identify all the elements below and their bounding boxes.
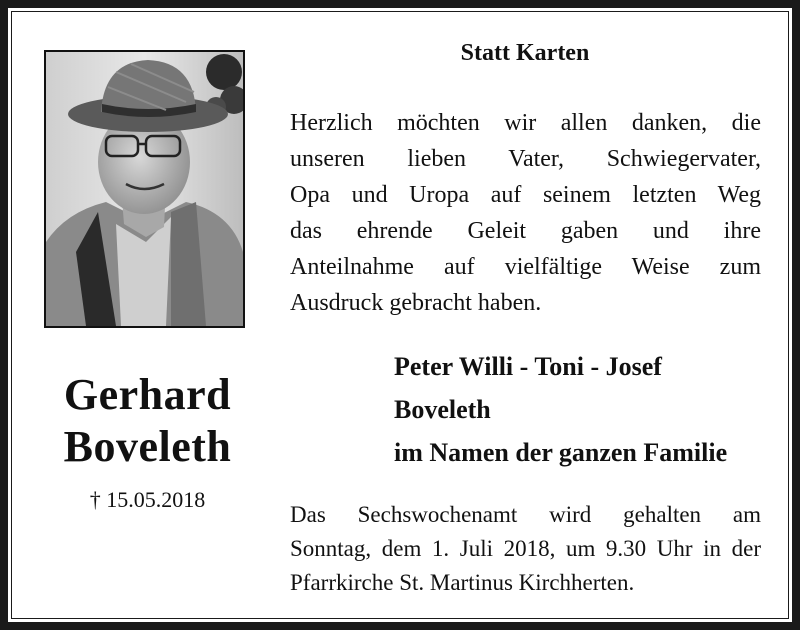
family-names: Peter Willi - Toni - Josef <box>394 352 662 381</box>
deceased-first-name: Gerhard <box>63 370 232 419</box>
family-note: im Namen der ganzen Familie <box>394 438 728 467</box>
death-date: † 15.05.2018 <box>89 487 206 512</box>
thanks-line: unseren lieben Vater, Schwiegervater, <box>290 146 761 172</box>
heading: Statt Karten <box>460 40 590 66</box>
deceased-last-name: Boveleth <box>63 422 232 471</box>
portrait-photo <box>44 50 245 328</box>
service-paragraph <box>290 498 761 600</box>
service-line: Sonntag, dem 1. Juli 2018, um 9.30 Uhr in der <box>290 536 761 561</box>
thanks-line: das ehrende Geleit gaben und ihre <box>290 218 761 244</box>
thanks-line: Anteilnahme auf vielfältige Weise zum <box>290 254 761 280</box>
thanks-line: Opa und Uropa auf seinem letzten Weg <box>290 182 761 208</box>
service-line: Das Sechswochenamt wird gehalten am <box>290 502 761 527</box>
service-line: Pfarrkirche St. Martinus Kirchherten. <box>290 570 635 595</box>
family-surname: Boveleth <box>394 395 491 424</box>
thanks-line: Herzlich möchten wir allen danken, die <box>290 110 761 136</box>
thanks-line: Ausdruck gebracht haben. <box>290 290 542 316</box>
thanks-paragraph <box>290 105 761 321</box>
